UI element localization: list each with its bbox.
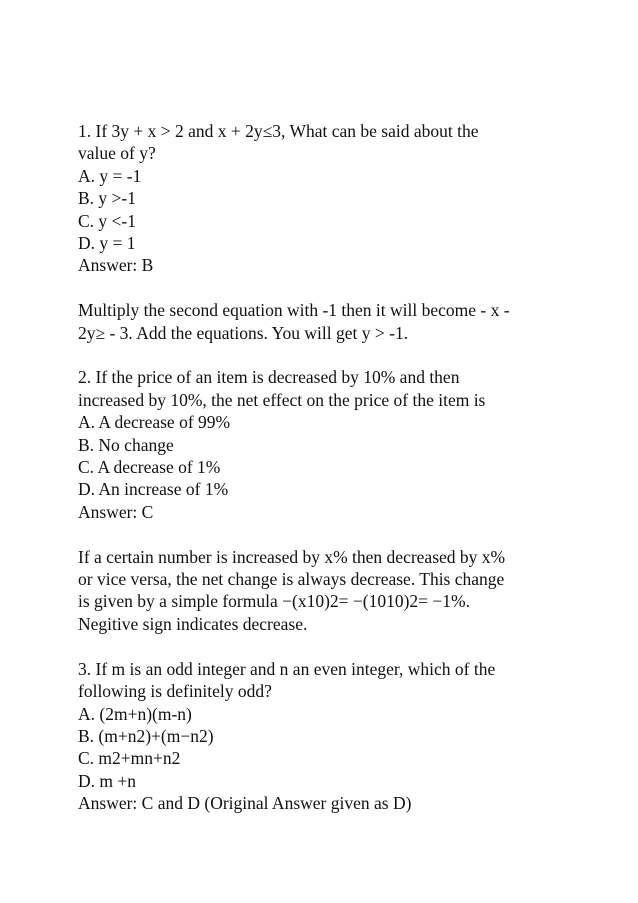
question-2-text-line-2: increased by 10%, the net effect on the price of the item is xyxy=(78,389,486,410)
question-1-option-b: B. y >-1 xyxy=(78,188,136,209)
question-3-answer: Answer: C and D (Original Answer given as D) xyxy=(78,793,412,814)
question-1-text-line-1: 1. If 3y + x > 2 and x + 2y≤3, What can be said about the xyxy=(78,121,479,141)
explanation-2 xyxy=(78,546,568,636)
question-1-option-d: D. y = 1 xyxy=(78,233,136,254)
question-2-option-d: D. An increase of 1% xyxy=(78,479,229,500)
question-1-option-a: A. y = -1 xyxy=(78,165,142,186)
question-2-option-b: B. No change xyxy=(78,434,174,455)
explanation-1 xyxy=(78,299,568,344)
question-3-option-a: A. (2m+n)(m-n) xyxy=(78,703,192,724)
question-2-option-c: C. A decrease of 1% xyxy=(78,457,221,478)
spacer xyxy=(78,277,568,299)
explanation-1-line-2: 2y≥ - 3. Add the equations. You will get y > -1. xyxy=(78,322,409,343)
question-3-option-d: D. m +n xyxy=(78,770,136,791)
question-3-option-c: C. m2+mn+n2 xyxy=(78,748,181,769)
question-3-text-line-1: 3. If m is an odd integer and n an even integer, which of the xyxy=(78,658,496,679)
document-page xyxy=(78,120,568,815)
question-3 xyxy=(78,658,568,815)
explanation-2-line-3: is given by a simple formula −(x10)2= −(1010)2= −1%. xyxy=(78,591,470,612)
explanation-2-line-1: If a certain number is increased by x% then decreased by x% xyxy=(78,546,506,567)
question-1 xyxy=(78,120,568,277)
question-3-option-b: B. (m+n2)+(m−n2) xyxy=(78,725,214,746)
explanation-2-line-2: or vice versa, the net change is always decrease. This change xyxy=(78,569,505,590)
spacer xyxy=(78,344,568,366)
question-2 xyxy=(78,366,568,523)
question-2-text-line-1: 2. If the price of an item is decreased by 10% and then xyxy=(78,367,460,388)
spacer xyxy=(78,523,568,545)
explanation-2-line-4: Negitive sign indicates decrease. xyxy=(78,613,308,634)
question-1-answer: Answer: B xyxy=(78,255,154,276)
question-2-answer: Answer: C xyxy=(78,501,154,522)
spacer xyxy=(78,635,568,657)
question-1-option-c: C. y <-1 xyxy=(78,210,136,231)
question-3-text-line-2: following is definitely odd? xyxy=(78,681,272,702)
question-1-text-line-2: value of y? xyxy=(78,143,156,164)
question-2-option-a: A. A decrease of 99% xyxy=(78,412,231,433)
explanation-1-line-1: Multiply the second equation with -1 then it will become - x - xyxy=(78,300,510,321)
